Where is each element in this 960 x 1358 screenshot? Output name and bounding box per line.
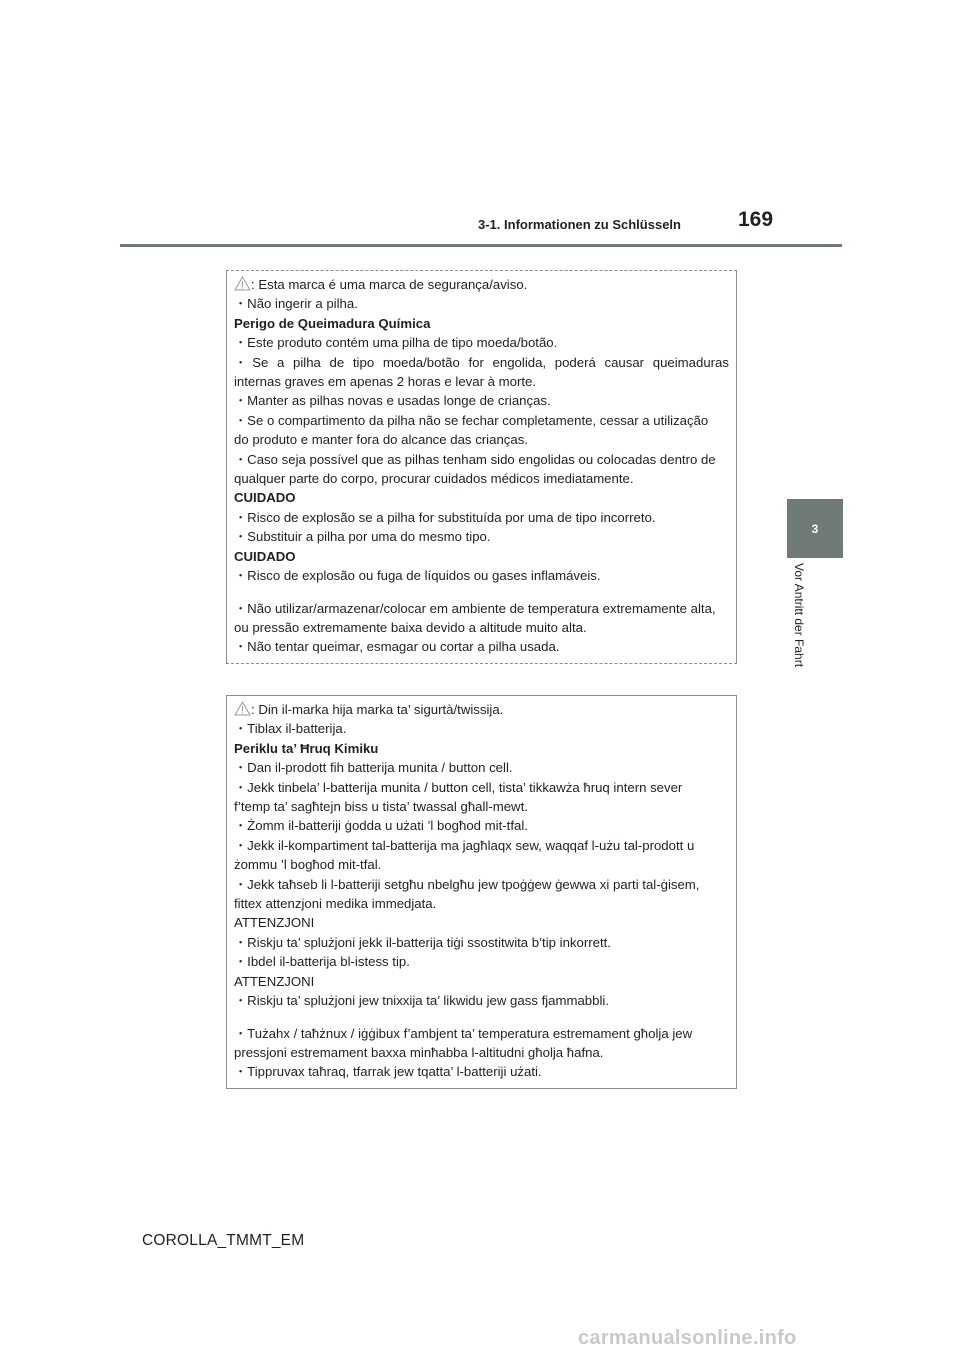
bullet-line: ・Tiblax il-batterija. [234,721,347,737]
spacer [234,1011,729,1024]
bullet-line: ・Risco de explosão ou fuga de líquidos ou gases inflamáveis. [234,568,601,584]
bullet-line: ・Não utilizar/armazenar/colocar em ambiente de temperatura extremamente alta, [234,600,716,616]
warning-box-maltese [226,695,737,1089]
subheading: CUIDADO [234,548,296,564]
bullet-line: ・Não ingerir a pilha. [234,296,358,312]
continuation-line: qualquer parte do corpo, procurar cuidados médicos imediatamente. [234,471,634,487]
bullet-line: ・Riskju ta’ splużjoni jekk il-batterija tiġi ssostitwita b’tip inkorrett. [234,934,611,950]
bullet-line: ・Tippruvax taħraq, tfarrak jew tqatta’ l-batteriji użati. [234,1064,542,1080]
warning-intro: : Esta marca é uma marca de segurança/aviso. [234,275,729,294]
bullet-line: ・Não tentar queimar, esmagar ou cortar a pilha usada. [234,639,560,655]
continuation-line: ou pressão extremamente baixa devido a altitude muito alta. [234,619,587,635]
page-number: 169 [738,208,774,231]
bullet-line: ・Jekk il-kompartiment tal-batterija ma jagħlaqx sew, waqqaf l-użu tal-prodott u [234,837,695,853]
bullet-line: ・Jekk taħseb li l-batteriji setgħu nbelgħu jew tpoġġew ġewwa xi parti tal-ġisem, [234,876,700,892]
document-code: COROLLA_TMMT_EM [142,1232,305,1249]
subheading: CUIDADO [234,490,296,506]
continuation-line: pressjoni estremament baxxa minħabba l-altitudni għolja ħafna. [234,1044,604,1060]
subheading: ATTENZJONI [234,915,315,931]
continuation-line: żommu ’l bogħod mit-tfal. [234,857,382,873]
warning-triangle-icon [234,276,251,291]
bullet-line: ・Se o compartimento da pilha não se fechar completamente, cessar a utilização [234,412,709,428]
bullet-line: ・Manter as pilhas novas e usadas longe de crianças. [234,393,551,409]
continuation-line: f’temp ta’ sagħtejn biss u tista’ twassal għall-mewt. [234,799,528,815]
spacer [234,586,729,599]
continuation-line: internas graves em apenas 2 horas e levar à morte. [234,374,537,390]
continuation-line: fittex attenzjoni medika immedjata. [234,896,437,912]
site-watermark: carmanualsonline.info [578,1327,797,1349]
header-rule [120,244,842,247]
warning-triangle-icon [234,701,251,716]
bullet-line: ・Riskju ta’ splużjoni jew tnixxija ta’ likwidu jew gass fjammabbli. [234,993,609,1009]
bullet-line: ・Jekk tinbela’ l-batterija munita / button cell, tista’ tikkawża ħruq intern sever [234,779,683,795]
bullet-line: ・Substituir a pilha por uma do mesmo tipo. [234,529,491,545]
section-title: 3-1. Informationen zu Schlüsseln [478,217,681,232]
chapter-tab: 3 [787,499,843,558]
chapter-label: Vor Antritt der Fahrt [792,563,806,668]
continuation-line: do produto e manter fora do alcance das crianças. [234,432,528,448]
subheading: Perigo de Queimadura Química [234,315,431,331]
bullet-line: ・Caso seja possível que as pilhas tenham sido engolidas ou colocadas dentro de [234,451,716,467]
bullet-line: ・Dan il-prodott fih batterija munita / button cell. [234,760,513,776]
bullet-line: ・Ibdel il-batterija bl-istess tip. [234,954,410,970]
bullet-line: ・Tużahx / taħżnux / iġġibux f’ambjent ta’ temperatura estremament għolja jew [234,1025,693,1041]
bullet-line: ・Este produto contém uma pilha de tipo moeda/botão. [234,335,558,351]
bullet-line: ・Żomm il-batterijі ġodda u użati ’l bogħod mit-tfal. [234,818,528,834]
bullet-line: ・Risco de explosão se a pilha for substituída por uma de tipo incorreto. [234,509,656,525]
warning-box-portuguese [226,270,737,664]
subheading: ATTENZJONI [234,973,315,989]
warning-intro: : Din il-marka hija marka ta’ sigurtà/twissija. [234,700,729,719]
subheading: Periklu ta’ Ħruq Kimiku [234,740,379,756]
bullet-line: ・Se a pilha de tipo moeda/botão for engolida, poderá causar queimaduras [234,354,729,370]
